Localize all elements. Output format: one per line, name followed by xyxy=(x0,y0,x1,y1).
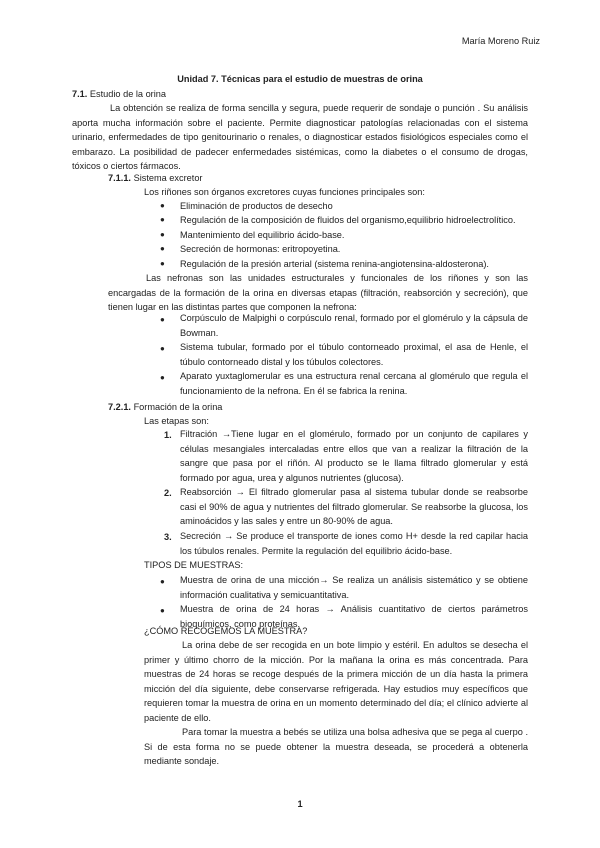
bullet-icon: ● xyxy=(160,215,165,224)
bullet-icon: ● xyxy=(160,577,165,586)
section-7-2-1-heading: 7.2.1. Formación de la orina xyxy=(108,402,223,412)
bullet-icon: ● xyxy=(160,201,165,210)
section-7-1-heading: 7.1. Estudio de la orina xyxy=(72,89,166,99)
bullet-icon: ● xyxy=(160,373,165,382)
kidney-functions-intro: Los riñones son órganos excretores cuyas funciones principales son: xyxy=(144,187,425,197)
bullet-icon: ● xyxy=(160,259,165,268)
list-item: Secreción → Se produce el transporte de iones como H+ desde la red capilar hacia los túbulos renales. Permite la regulación del equilibrio ácido-base. xyxy=(180,531,528,556)
section-7-1-1-heading: 7.1.1. Sistema excretor xyxy=(108,173,203,183)
list-item: Corpúsculo de Malpighi o corpúsculo renal, formado por el glomérulo y la cápsula de Bowman. xyxy=(180,313,528,338)
bullet-icon: ● xyxy=(160,244,165,253)
section-7-1-paragraph: La obtención se realiza de forma sencilla y segura, puede requerir de sondaje o punción . Su análisis aporta mucha información sobre el paciente. Permite diagnosticar patologías relacionadas con el sistema urinario, enfermedades de tipo genitourinario o renales, o diagnosticar estados fisiológicos especiales como el embarazo. La posibilidad de padecer enfermedades sistémicas, como la diabetes o el consumo de drogas, tóxicos o ciertos fármacos. xyxy=(72,103,528,172)
bullet-icon: ● xyxy=(160,315,165,324)
list-item: Filtración →Tiene lugar en el glomérulo, formado por un conjunto de capilares y células mesangiales intercaladas entre ellos que van a realizar la filtración de la sangre que pasa por el riñón. Al producto se le llama filtrado glomerular y está formado por agua, urea y algunos nutrientes (glucosa). xyxy=(180,429,528,483)
list-item: Sistema tubular, formado por el túbulo contorneado proximal, el asa de Henle, el túbulo contorneado distal y los túbulos colectores. xyxy=(180,342,528,367)
list-item: Muestra de orina de una micción→ Se realiza un análisis sistemático y se obtiene información cualitativa y semicuantitativa. xyxy=(180,575,528,600)
list-item: Aparato yuxtaglomerular es una estructura renal cercana al glomérulo que regula el funcionamiento de la nefrona. En él se fabrica la renina. xyxy=(180,371,528,396)
stages-intro: Las etapas son: xyxy=(144,416,209,426)
page-number: 1 xyxy=(297,799,303,809)
nefronas-paragraph: Las nefronas son las unidades estructurales y funcionales de los riñones y son las encargadas de la formación de la orina en diversas etapas (filtración, reabsorción y secreción), que tienen lugar en las distintas partes que componen la nefrona: xyxy=(108,273,528,313)
list-item: Muestra de orina de 24 horas → Análisis cuantitativo de ciertos parámetros bioquímicos, como proteínas. xyxy=(180,604,528,629)
bullet-icon: ● xyxy=(160,606,165,615)
header-author: María Moreno Ruiz xyxy=(461,36,540,46)
list-number: 1. xyxy=(164,430,172,440)
tipos-heading: TIPOS DE MUESTRAS: xyxy=(144,560,244,570)
bullet-icon: ● xyxy=(160,230,165,239)
document-title: Unidad 7. Técnicas para el estudio de muestras de orina xyxy=(177,74,423,84)
recogida-paragraph-2: Para tomar la muestra a bebés se utiliza una bolsa adhesiva que se pega al cuerpo . Si de esta forma no se puede obtener la muestra deseada, se procederá a obtenerla mediante sondaje. xyxy=(144,727,528,767)
list-item: Reabsorción → El filtrado glomerular pasa al sistema tubular donde se reabsorbe casi el 90% de agua y nutrientes del filtrado glomerular. Se reabsorbe la glucosa, los aminoácidos y las sales y entre un 80-90% de agua. xyxy=(180,487,528,527)
list-item: Eliminación de productos de desecho xyxy=(180,201,333,211)
list-item: Secreción de hormonas: eritropoyetina. xyxy=(180,244,341,254)
list-item: Regulación de la presión arterial (sistema renina-angiotensina-aldosterona). xyxy=(180,259,489,269)
list-item: Regulación de la composición de fluidos del organismo,equilibrio hidroelectrolítico. xyxy=(180,215,516,225)
recogida-heading: ¿CÓMO RECOGEMOS LA MUESTRA? xyxy=(144,626,308,636)
recogida-paragraph-1: La orina debe de ser recogida en un bote limpio y estéril. En adultos se desecha el primer y último chorro de la micción. Por la mañana la orina es más concentrada. Para muestras de 24 horas se recoge después de la primera micción de un día hasta la primera micción del día siguiente, debe conservarse refrigerada. Hay estudios muy específicos que requieren tomar la muestra de orina en un momento determinado del día; el clínico advierte al paciente de ello. xyxy=(144,640,528,723)
list-number: 2. xyxy=(164,488,172,498)
bullet-icon: ● xyxy=(160,344,165,353)
list-number: 3. xyxy=(164,532,172,542)
list-item: Mantenimiento del equilibrio ácido-base. xyxy=(180,230,345,240)
